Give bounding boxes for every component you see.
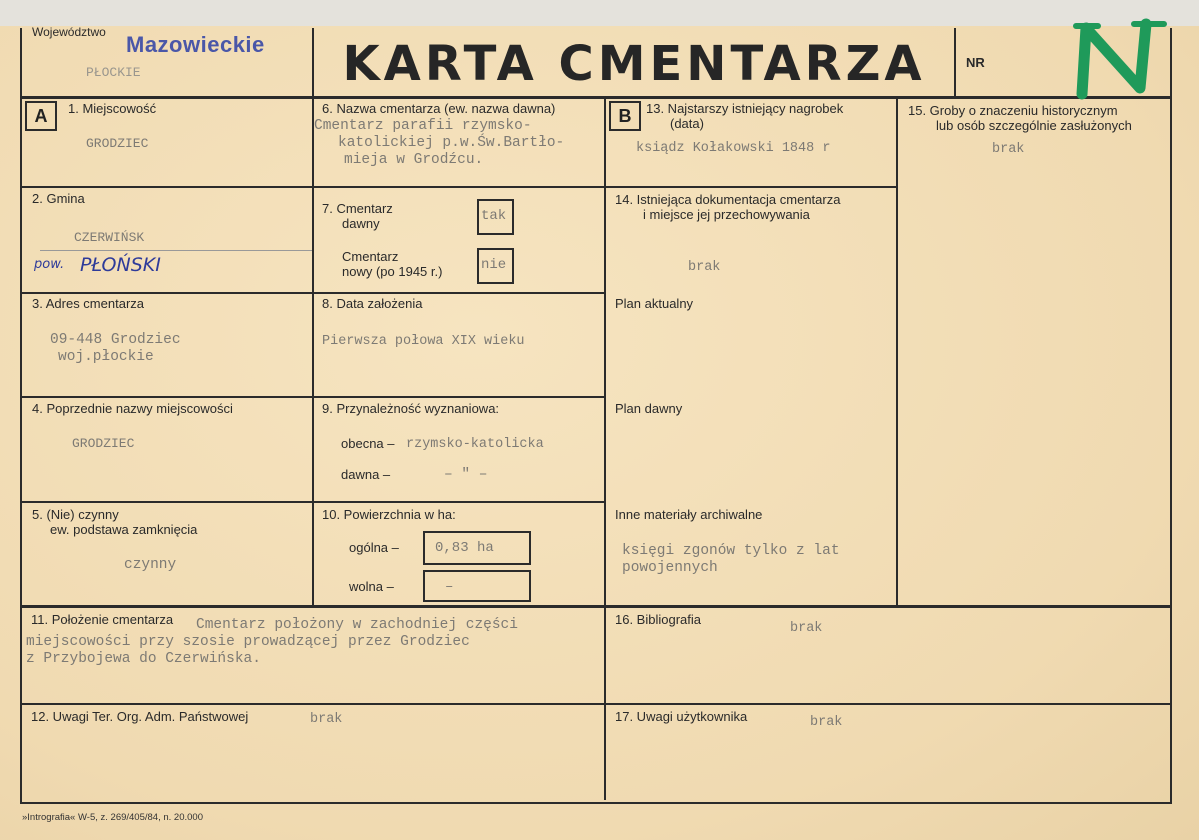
field-6-label: 6. Nazwa cmentarza (ew. nazwa dawna) — [322, 101, 556, 116]
gmina-underline — [40, 250, 312, 251]
field-2-value: CZERWIŃSK — [74, 230, 145, 245]
frame-bottom — [20, 802, 1172, 804]
section-a-box: A — [25, 101, 57, 131]
field-10-label: 10. Powierzchnia w ha: — [322, 507, 456, 522]
header-bottom-line — [20, 96, 1172, 99]
row-line-b1 — [312, 186, 604, 188]
section-b-box: B — [609, 101, 641, 131]
frame-right — [1170, 28, 1172, 804]
field-3-value-line1: 09-448 Grodziec — [50, 332, 181, 348]
field-9-label: 9. Przynależność wyznaniowa: — [322, 401, 500, 416]
field-5-label-line2: ew. podstawa zamknięcia — [50, 522, 198, 537]
field-7-nowy-line1: Cmentarz — [342, 249, 399, 264]
row-line-a1 — [20, 186, 312, 188]
field-11-value-line3: z Przybojewa do Czerwińska. — [26, 651, 261, 667]
row-line-bottom-2 — [20, 703, 1172, 705]
field-8-value: Pierwsza połowa XIX wieku — [322, 334, 525, 349]
field-5-value: czynny — [124, 557, 177, 573]
plan-aktualny-label: Plan aktualny — [615, 296, 694, 311]
wojewodztwo-typed: PŁOCKIE — [86, 65, 141, 80]
field-15-label-line1: 15. Groby o znaczeniu historycznym — [908, 103, 1118, 118]
card-title: KARTA CMENTARZA — [342, 36, 926, 92]
scan-top-strip — [0, 0, 1199, 26]
inne-materialy-value-line2: powojennych — [622, 560, 718, 576]
nr-label: NR — [966, 55, 985, 70]
field-12-value: brak — [310, 712, 343, 727]
field-2-label: 2. Gmina — [32, 191, 85, 206]
field-13-label-line1: 13. Najstarszy istniejący nagrobek — [646, 101, 844, 116]
nr-handwritten-mark — [1068, 14, 1168, 104]
field-9-obecna-value: rzymsko-katolicka — [406, 437, 544, 452]
col-divider-2 — [604, 98, 606, 800]
inne-materialy-value-line1: księgi zgonów tylko z lat — [622, 543, 840, 559]
row-line-c1 — [604, 186, 896, 188]
field-8-label: 8. Data założenia — [322, 296, 423, 311]
field-6-value-line3: mieja w Grodźcu. — [344, 152, 484, 168]
field-7-nowy-line2: nowy (po 1945 r.) — [342, 264, 443, 279]
field-17-value: brak — [810, 715, 843, 730]
field-10-wolna-label: wolna – — [349, 579, 394, 594]
field-11-value-line1: Cmentarz położony w zachodniej części — [196, 617, 518, 633]
printer-footer: »Intrografia« W-5, z. 269/405/84, n. 20.000 — [22, 812, 203, 823]
field-7-label-line1: 7. Cmentarz — [322, 201, 393, 216]
row-line-a4 — [20, 501, 312, 503]
row-line-bottom-1 — [20, 605, 1172, 608]
field-4-label: 4. Poprzednie nazwy miejscowości — [32, 401, 233, 416]
inne-materialy-label: Inne materiały archiwalne — [615, 507, 763, 522]
field-14-value: brak — [688, 260, 721, 275]
row-line-a3 — [20, 396, 312, 398]
row-line-b3 — [312, 396, 604, 398]
row-line-b4 — [312, 501, 604, 503]
field-4-value: GRODZIEC — [72, 436, 135, 451]
frame-left — [20, 28, 22, 804]
field-7-dawny-box: tak — [477, 199, 514, 235]
field-1-value: GRODZIEC — [86, 136, 149, 151]
field-2-hand-prefix: pow. — [34, 257, 65, 272]
field-13-value: ksiądz Kołakowski 1848 r — [636, 141, 831, 156]
col-divider-1 — [312, 98, 314, 606]
field-16-label: 16. Bibliografia — [615, 612, 701, 627]
field-5-label-line1: 5. (Nie) czynny — [32, 507, 119, 522]
field-2-hand-value: PŁOŃSKI — [80, 254, 161, 276]
field-1-label: 1. Miejscowość — [68, 101, 157, 116]
field-10-ogolna-box: 0,83 ha — [423, 531, 531, 565]
field-7-nowy-box: nie — [477, 248, 514, 284]
field-14-label-line2: i miejsce jej przechowywania — [643, 207, 810, 222]
field-11-value-line2: miejscowości przy szosie prowadzącej przez Grodziec — [26, 634, 470, 650]
wojewodztwo-stamp: Mazowieckie — [126, 32, 265, 57]
field-6-value-line1: Cmentarz parafii rzymsko- — [314, 118, 532, 134]
field-10-ogolna-label: ogólna – — [349, 540, 399, 555]
field-3-label: 3. Adres cmentarza — [32, 296, 144, 311]
field-11-label: 11. Położenie cmentarza — [31, 612, 174, 627]
field-10-wolna-box: – — [423, 570, 531, 602]
field-9-dawna-value: – " – — [444, 467, 488, 483]
field-14-label-line1: 14. Istniejąca dokumentacja cmentarza — [615, 192, 841, 207]
field-3-value-line2: woj.płockie — [58, 349, 154, 365]
field-13-label-line2: (data) — [670, 116, 704, 131]
field-9-dawna-label: dawna – — [341, 467, 391, 482]
field-6-value-line2: katolickiej p.w.Św.Bartło- — [338, 135, 565, 151]
field-15-label-line2: lub osób szczególnie zasłużonych — [936, 118, 1132, 133]
plan-dawny-label: Plan dawny — [615, 401, 683, 416]
row-line-b2 — [312, 292, 604, 294]
field-16-value: brak — [790, 621, 823, 636]
field-15-value: brak — [992, 142, 1025, 157]
field-17-label: 17. Uwagi użytkownika — [615, 709, 748, 724]
wojewodztwo-label: Województwo — [32, 25, 106, 39]
row-line-a2 — [20, 292, 312, 294]
field-12-label: 12. Uwagi Ter. Org. Adm. Państwowej — [31, 709, 249, 724]
field-7-label-line2: dawny — [342, 216, 380, 231]
col-divider-3 — [896, 98, 898, 606]
field-9-obecna-label: obecna – — [341, 436, 395, 451]
